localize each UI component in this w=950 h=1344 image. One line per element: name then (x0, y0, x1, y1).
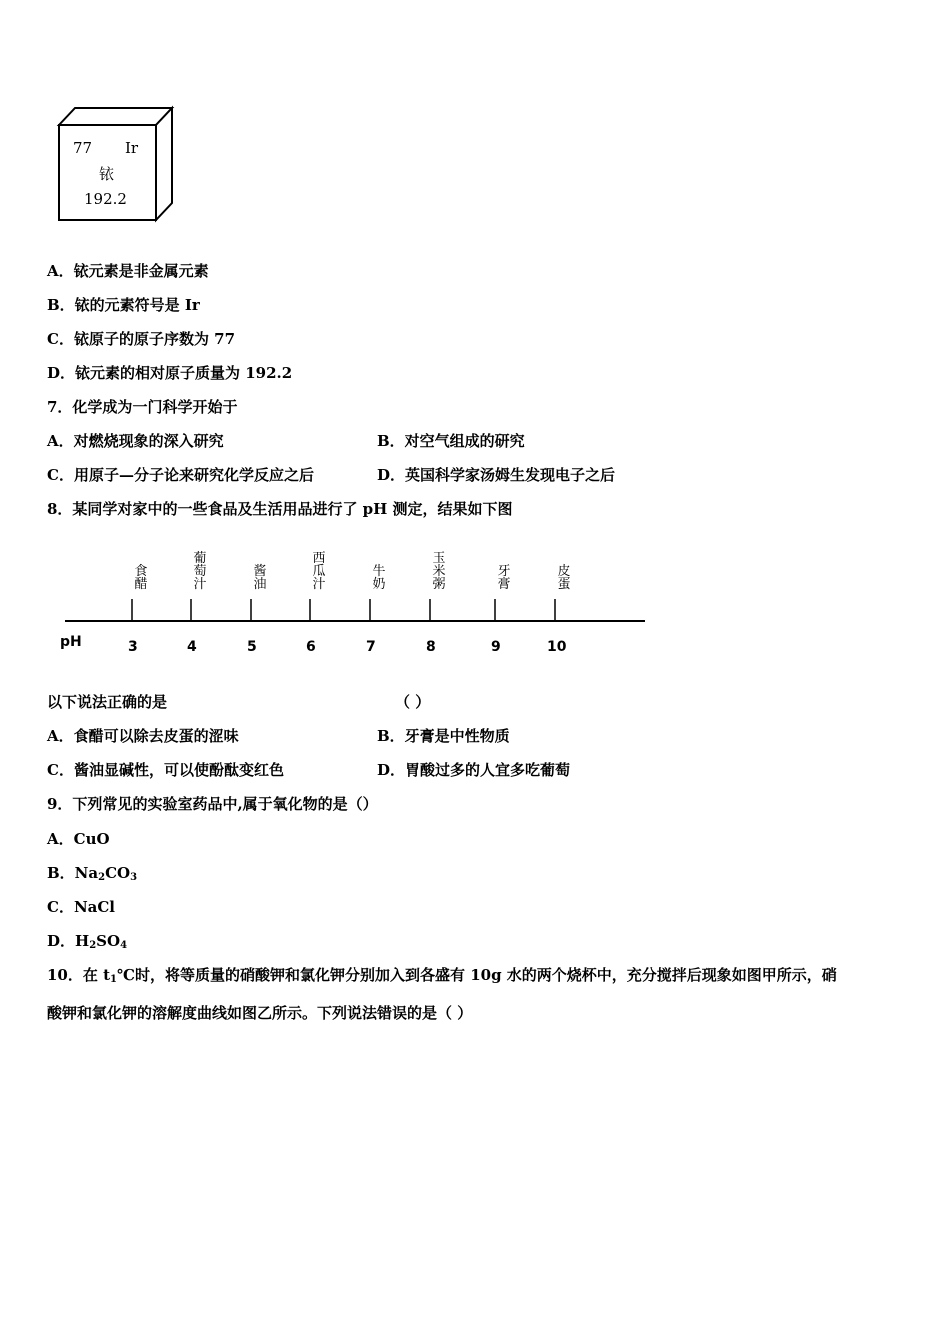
q9-stem: 9．下列常见的实验室药品中,属于氧化物的是（） (47, 795, 378, 813)
ph-tick-label: 8 (426, 639, 436, 655)
q8-option-b: B．牙膏是中性物质 (377, 727, 510, 745)
ph-tick-label: 7 (366, 639, 376, 655)
q8-answer-paren: （ ） (395, 693, 431, 711)
element-name: 铱 (99, 165, 115, 183)
ph-item-label: 玉米粥 (432, 551, 446, 592)
ph-item-label: 酱油 (253, 564, 267, 592)
q7-stem: 7．化学成为一门科学开始于 (47, 398, 238, 416)
ph-tick-label: 9 (491, 639, 501, 655)
q9-option-c: C．NaCl (47, 898, 116, 916)
q6-option-a: A．铱元素是非金属元素 (47, 262, 209, 280)
q8-stem: 8．某同学对家中的一些食品及生活用品进行了 pH 测定，结果如下图 (47, 500, 513, 518)
q9-option-b: B．$Na_2CO_3$ (47, 864, 138, 883)
q8-option-c: C．酱油显碱性，可以使酚酞变红色 (47, 761, 284, 779)
q6-option-c: C．铱原子的原子序数为 77 (47, 330, 236, 348)
ph-axis-label: pH (60, 634, 82, 650)
q7-option-c: C．用原子—分子论来研究化学反应之后 (47, 466, 314, 484)
q7-option-a: A．对燃烧现象的深入研究 (47, 432, 224, 450)
q9-option-d: D．$H_2SO_4$ (47, 932, 128, 951)
ph-item-label: 食醋 (134, 564, 148, 592)
ph-tick-label: 10 (547, 639, 567, 655)
q8-option-a: A．食醋可以除去皮蛋的涩味 (47, 727, 239, 745)
q8-option-d: D．胃酸过多的人宜多吃葡萄 (377, 761, 571, 779)
ph-item-label: 牙膏 (497, 564, 511, 592)
q7-option-b: B．对空气组成的研究 (377, 432, 525, 450)
ph-tick-label: 3 (128, 639, 138, 655)
ph-chart (55, 535, 655, 665)
q9-option-a: A．CuO (47, 830, 110, 848)
q6-option-d: D．铱元素的相对原子质量为 192.2 (47, 364, 293, 382)
ph-tick-label: 5 (247, 639, 257, 655)
q7-option-d: D．英国科学家汤姆生发现电子之后 (377, 466, 616, 484)
ph-item-label: 皮蛋 (557, 564, 571, 592)
element-symbol: Ir (125, 139, 139, 157)
ph-item-label: 葡萄汁 (193, 551, 207, 592)
ph-item-label: 西瓜汁 (312, 551, 326, 592)
ph-tick-label: 6 (306, 639, 316, 655)
element-box-outline (55, 105, 180, 230)
atomic-mass: 192.2 (84, 190, 127, 208)
ph-item-label: 牛奶 (372, 564, 386, 592)
q8-prompt: 以下说法正确的是 (47, 693, 168, 711)
q10-stem-line2: 酸钾和氯化钾的溶解度曲线如图乙所示。下列说法错误的是（ ） (47, 1004, 473, 1022)
atomic-number: 77 (73, 139, 93, 157)
ph-tick-label: 4 (187, 639, 197, 655)
element-box (55, 105, 180, 230)
q10-stem-line1: 10．在 $t_1℃$时，将等质量的硝酸钾和氯化钾分别加入到各盛有 10g 水的两个烧杯中，充分搅拌后现象如图甲所示，硝 (47, 966, 837, 985)
q6-option-b: B．铱的元素符号是 Ir (47, 296, 200, 314)
